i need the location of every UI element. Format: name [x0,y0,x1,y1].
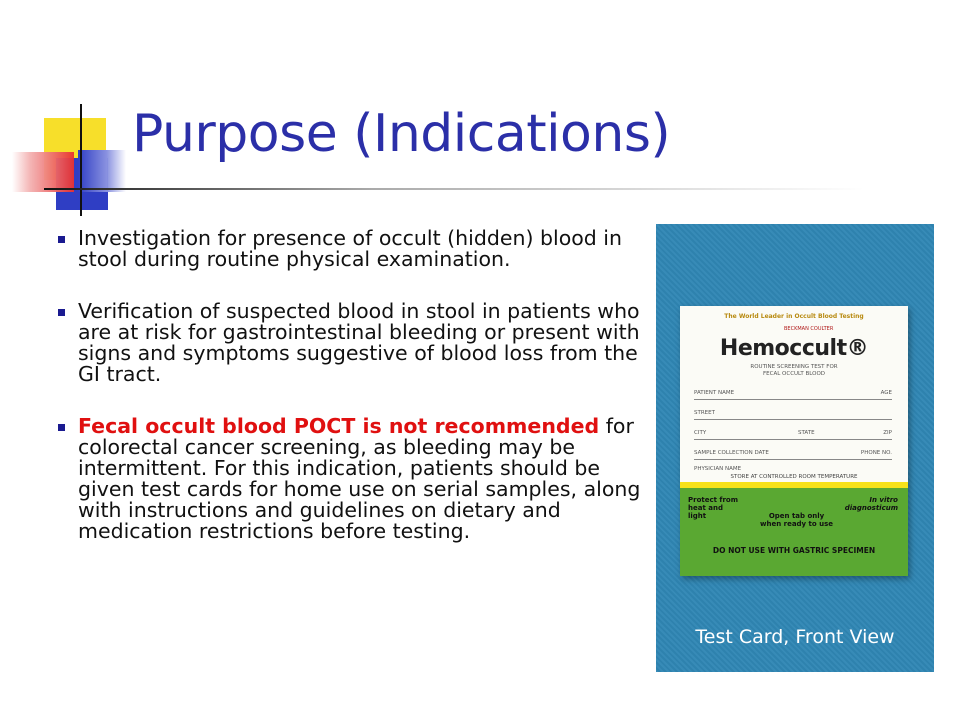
decor-vertical-line [80,104,82,216]
bullet-marker-icon [58,236,65,243]
bullet-text: Investigation for presence of occult (hidden) blood in stool during routine physical examination. [78,226,622,271]
card-warning: DO NOT USE WITH GASTRIC SPECIMEN [712,546,876,555]
field-label: STATE [798,430,815,436]
image-caption: Test Card, Front View [695,626,895,648]
card-maker: BECKMAN COULTER [784,326,834,332]
title-underline [44,188,864,190]
bullet-item [58,228,648,270]
card-field-date [694,450,892,460]
card-subtitle-line: FECAL OCCULT BLOOD [762,371,826,377]
card-field-city [694,430,892,440]
decor-red-bar [12,152,74,192]
field-label: PATIENT NAME [694,390,735,396]
bullet-text: Verification of suspected blood in stool in patients who are at risk for gastrointestinal bleeding or present with signs and symptoms suggestive of blood loss from the GI tract. [78,299,640,386]
card-open-note [760,512,833,528]
field-label: ZIP [883,430,892,436]
hemoccult-card [680,306,908,576]
note-line: diagnosticum [844,504,898,512]
bullet-item [58,301,648,385]
note-line: when ready to use [760,520,834,528]
card-field-patient [694,390,892,400]
field-label: PHYSICIAN NAME [694,466,742,472]
slide-title: Purpose (Indications) [132,104,671,164]
card-subtitle [680,364,908,378]
test-card-photo [656,224,934,672]
card-invitro-note [845,496,898,512]
field-label: SAMPLE COLLECTION DATE [694,450,769,456]
bullet-text: for colorectal cancer screening, as bleeding may be intermittent. For this indication, patients should be given test cards for home use on serial samples, along with instructions and guidelines on dietary and medication restrictions before testing. [78,414,641,543]
decor-blue-fade [78,150,126,192]
card-green-tab [680,482,908,576]
card-tagline: The World Leader in Occult Blood Testing [724,313,864,320]
note-line: Open tab only [768,512,825,520]
bullet-marker-icon [58,424,65,431]
bullet-marker-icon [58,309,65,316]
note-line: In vitro [869,496,898,504]
card-brand: Hemoccult® [719,336,869,361]
field-label: AGE [880,390,892,396]
bullet-emphasis: Fecal occult blood POCT is not recommended [78,414,600,438]
field-label: PHONE NO. [860,450,892,456]
field-label: STREET [694,410,715,416]
card-field-street [694,410,892,420]
card-subtitle-line: ROUTINE SCREENING TEST FOR [750,364,838,370]
note-line: heat and [688,504,723,512]
card-store-note: STORE AT CONTROLLED ROOM TEMPERATURE [730,474,858,480]
card-protect-note [688,496,738,520]
note-line: Protect from [688,496,739,504]
bullet-list [58,228,648,573]
field-label: CITY [694,430,707,436]
bullet-item [58,416,648,542]
note-line: light [688,512,707,520]
